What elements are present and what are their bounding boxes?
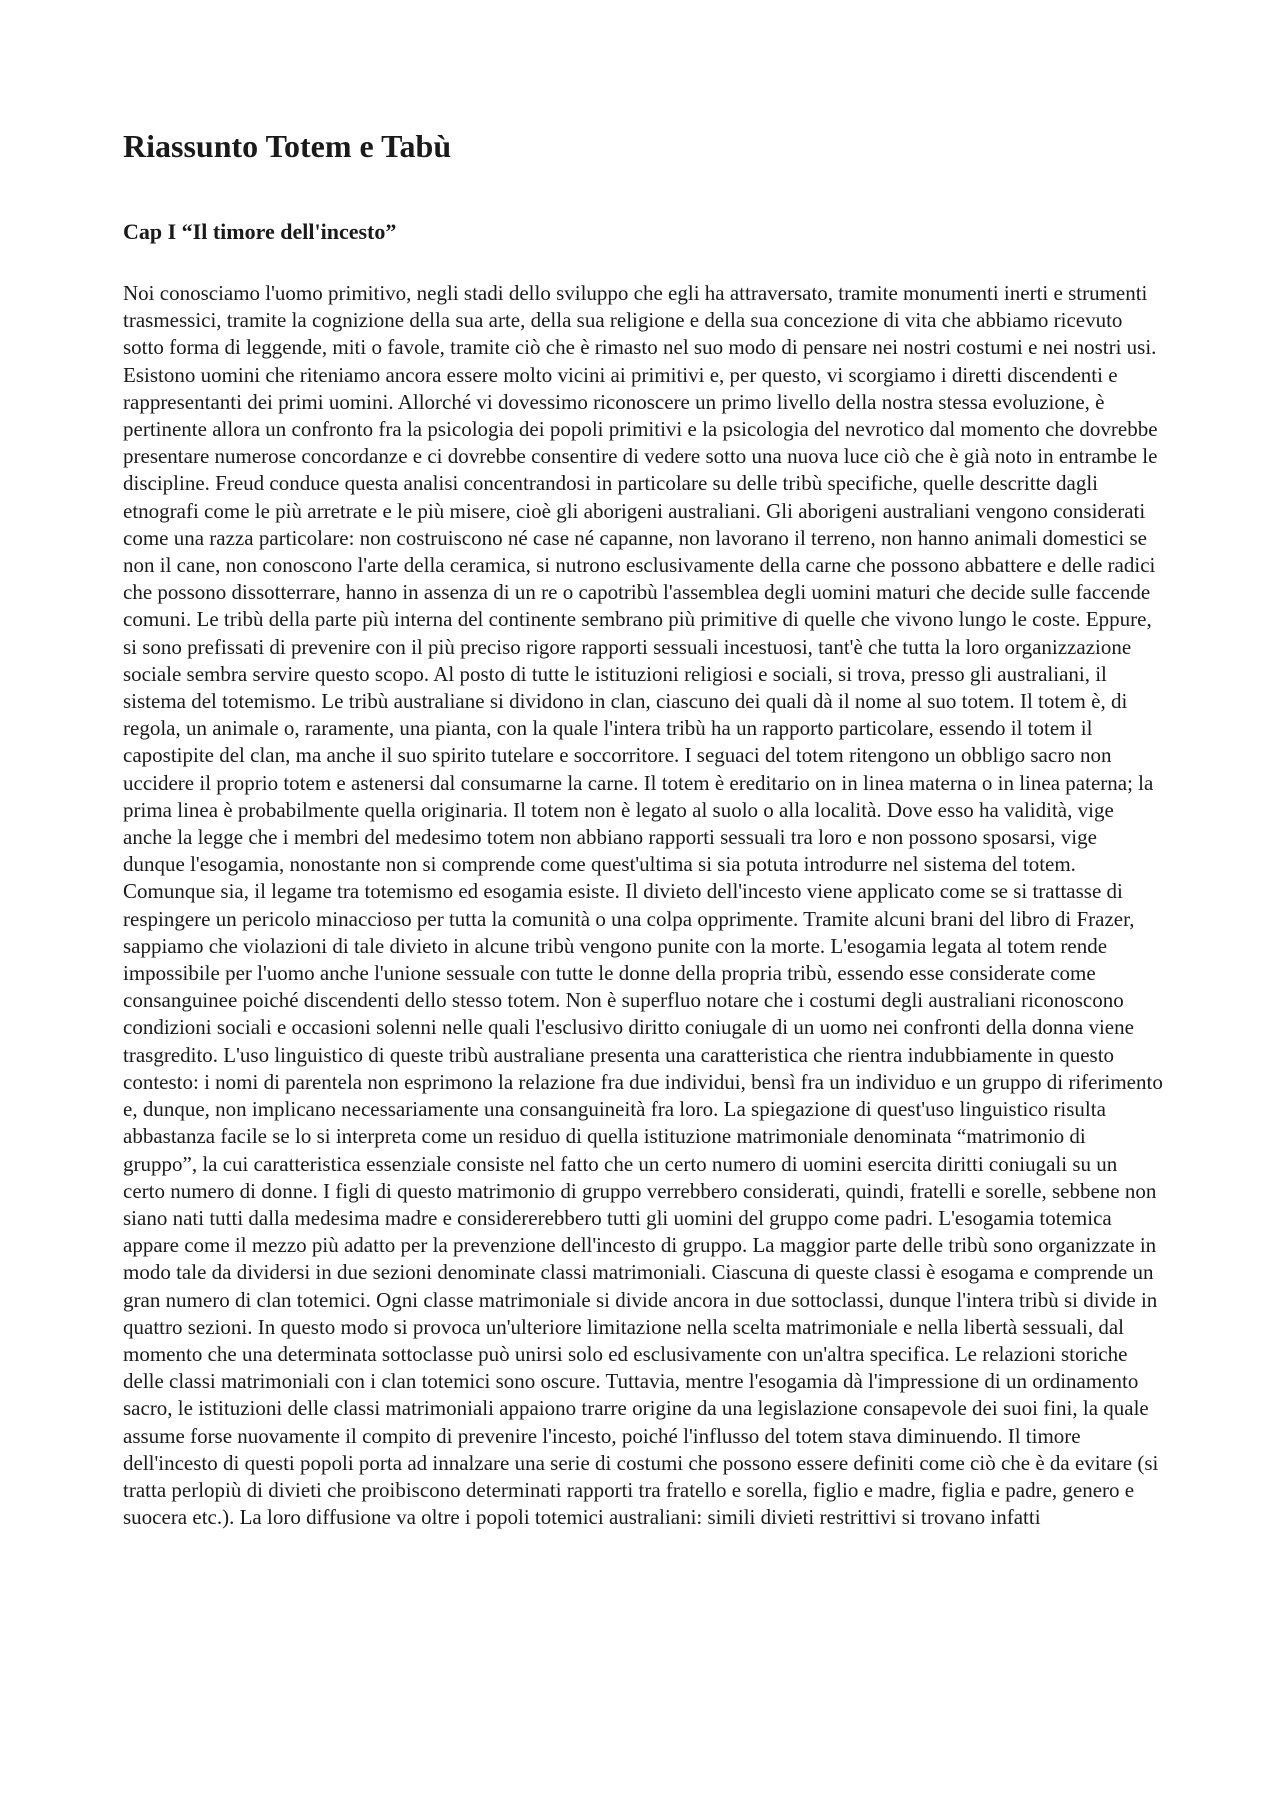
document-content bbox=[123, 118, 1163, 1531]
body-paragraph: Noi conosciamo l'uomo primitivo, negli stadi dello sviluppo che egli ha attraversato, tramite monumenti inerti e strumenti trasmessici, tramite la cognizione della sua arte, della sua religione e della sua concezione di vita che abbiamo ricevuto sotto forma di leggende, miti o favole, tramite ciò che è rimasto nel suo modo di pensare nei nostri costumi e nei nostri usi. Esistono uomini che riteniamo ancora essere molto vicini ai primitivi e, per questo, vi scorgiamo i diretti discendenti e rappresentanti dei primi uomini. Allorché vi dovessimo riconoscere un primo livello della nostra stessa evoluzione, è pertinente allora un confronto fra la psicologia dei popoli primitivi e la psicologia del nevrotico dal momento che dovrebbe presentare numerose concordanze e ci dovrebbe consentire di vedere sotto una nuova luce ciò che è già noto in entrambe le discipline. Freud conduce questa analisi concentrandosi in particolare su delle tribù specifiche, quelle descritte dagli etnografi come le più arretrate e le più misere, cioè gli aborigeni australiani. Gli aborigeni australiani vengono considerati come una razza particolare: non costruiscono né case né capanne, non lavorano il terreno, non hanno animali domestici se non il cane, non conoscono l'arte della ceramica, si nutrono esclusivamente della carne che possono abbattere e delle radici che possono dissotterrare, hanno in assenza di un re o capotribù l'assemblea degli uomini maturi che decide sulle faccende comuni. Le tribù della parte più interna del continente sembrano più primitive di quelle che vivono lungo le coste. Eppure, si sono prefissati di prevenire con il più preciso rigore rapporti sessuali incestuosi, tant'è che tutta la loro organizzazione sociale sembra servire questo scopo. Al posto di tutte le istituzioni religiosi e sociali, si trova, presso gli australiani, il sistema del totemismo. Le tribù australiane si dividono in clan, ciascuno dei quali dà il nome al suo totem. Il totem è, di regola, un animale o, raramente, una pianta, con la quale l'intera tribù ha un rapporto particolare, essendo il totem il capostipite del clan, ma anche il suo spirito tutelare e soccorritore. I seguaci del totem ritengono un obbligo sacro non uccidere il proprio totem e astenersi dal consumarne la carne. Il totem è ereditario on in linea materna o in linea paterna; la prima linea è probabilmente quella originaria. Il totem non è legato al suolo o alla località. Dove esso ha validità, vige anche la legge che i membri del medesimo totem non abbiano rapporti sessuali tra loro e non possono sposarsi, vige dunque l'esogamia, nonostante non si comprende come quest'ultima si sia potuta introdurre nel sistema del totem. Comunque sia, il legame tra totemismo ed esogamia esiste. Il divieto dell'incesto viene applicato come se si trattasse di respingere un pericolo minaccioso per tutta la comunità o una colpa opprimente. Tramite alcuni brani del libro di Frazer, sappiamo che violazioni di tale divieto in alcune tribù vengono punite con la morte. L'esogamia legata al totem rende impossibile per l'uomo anche l'unione sessuale con tutte le donne della propria tribù, essendo esse considerate come consanguinee poiché discendenti dello stesso totem. Non è superfluo notare che i costumi degli australiani riconoscono condizioni sociali e occasioni solenni nelle quali l'esclusivo diritto coniugale di un uomo nei confronti della donna viene trasgredito. L'uso linguistico di queste tribù australiane presenta una caratteristica che rientra indubbiamente in questo contesto: i nomi di parentela non esprimono la relazione fra due individui, bensì fra un individuo e un gruppo di riferimento e, dunque, non implicano necessariamente una consanguineità fra loro. La spiegazione di quest'uso linguistico risulta abbastanza facile se lo si interpreta come un residuo di quella istituzione matrimoniale denominata “matrimonio di gruppo”, la cui caratteristica essenziale consiste nel fatto che un certo numero di uomini esercita diritti coniugali su un certo numero di donne. I figli di questo matrimonio di gruppo verrebbero considerati, quindi, fratelli e sorelle, sebbene non siano nati tutti dalla medesima madre e considererebbero tutti gli uomini del gruppo come padri. L'esogamia totemica appare come il mezzo più adatto per la prevenzione dell'incesto di gruppo. La maggior parte delle tribù sono organizzate in modo tale da dividersi in due sezioni denominate classi matrimoniali. Ciascuna di queste classi è esogama e comprende un gran numero di clan totemici. Ogni classe matrimoniale si divide ancora in due sottoclassi, dunque l'intera tribù si divide in quattro sezioni. In questo modo si provoca un'ulteriore limitazione nella scelta matrimoniale e nella libertà sessuali, dal momento che una determinata sottoclasse può unirsi solo ed esclusivamente con un'altra specifica. Le relazioni storiche delle classi matrimoniali con i clan totemici sono oscure. Tuttavia, mentre l'esogamia dà l'impressione di un ordinamento sacro, le istituzioni delle classi matrimoniali appaiono trarre origine da una legislazione consapevole dei suoi fini, la quale assume forse nuovamente il compito di prevenire l'incesto, poiché l'influsso del totem stava diminuendo. Il timore dell'incesto di questi popoli porta ad innalzare una serie di costumi che possono essere definiti come ciò che è da evitare (si tratta perlopiù di divieti che proibiscono determinati rapporti tra fratello e sorella, figlio e madre, figlia e padre, genero e suocera etc.). La loro diffusione va oltre i popoli totemici australiani: simili divieti restrittivi si trovano infatti bbox=[123, 281, 1163, 1530]
chapter-heading: Cap I “Il timore dell'incesto” bbox=[123, 219, 397, 244]
document-title: Riassunto Totem e Tabù bbox=[123, 128, 452, 164]
